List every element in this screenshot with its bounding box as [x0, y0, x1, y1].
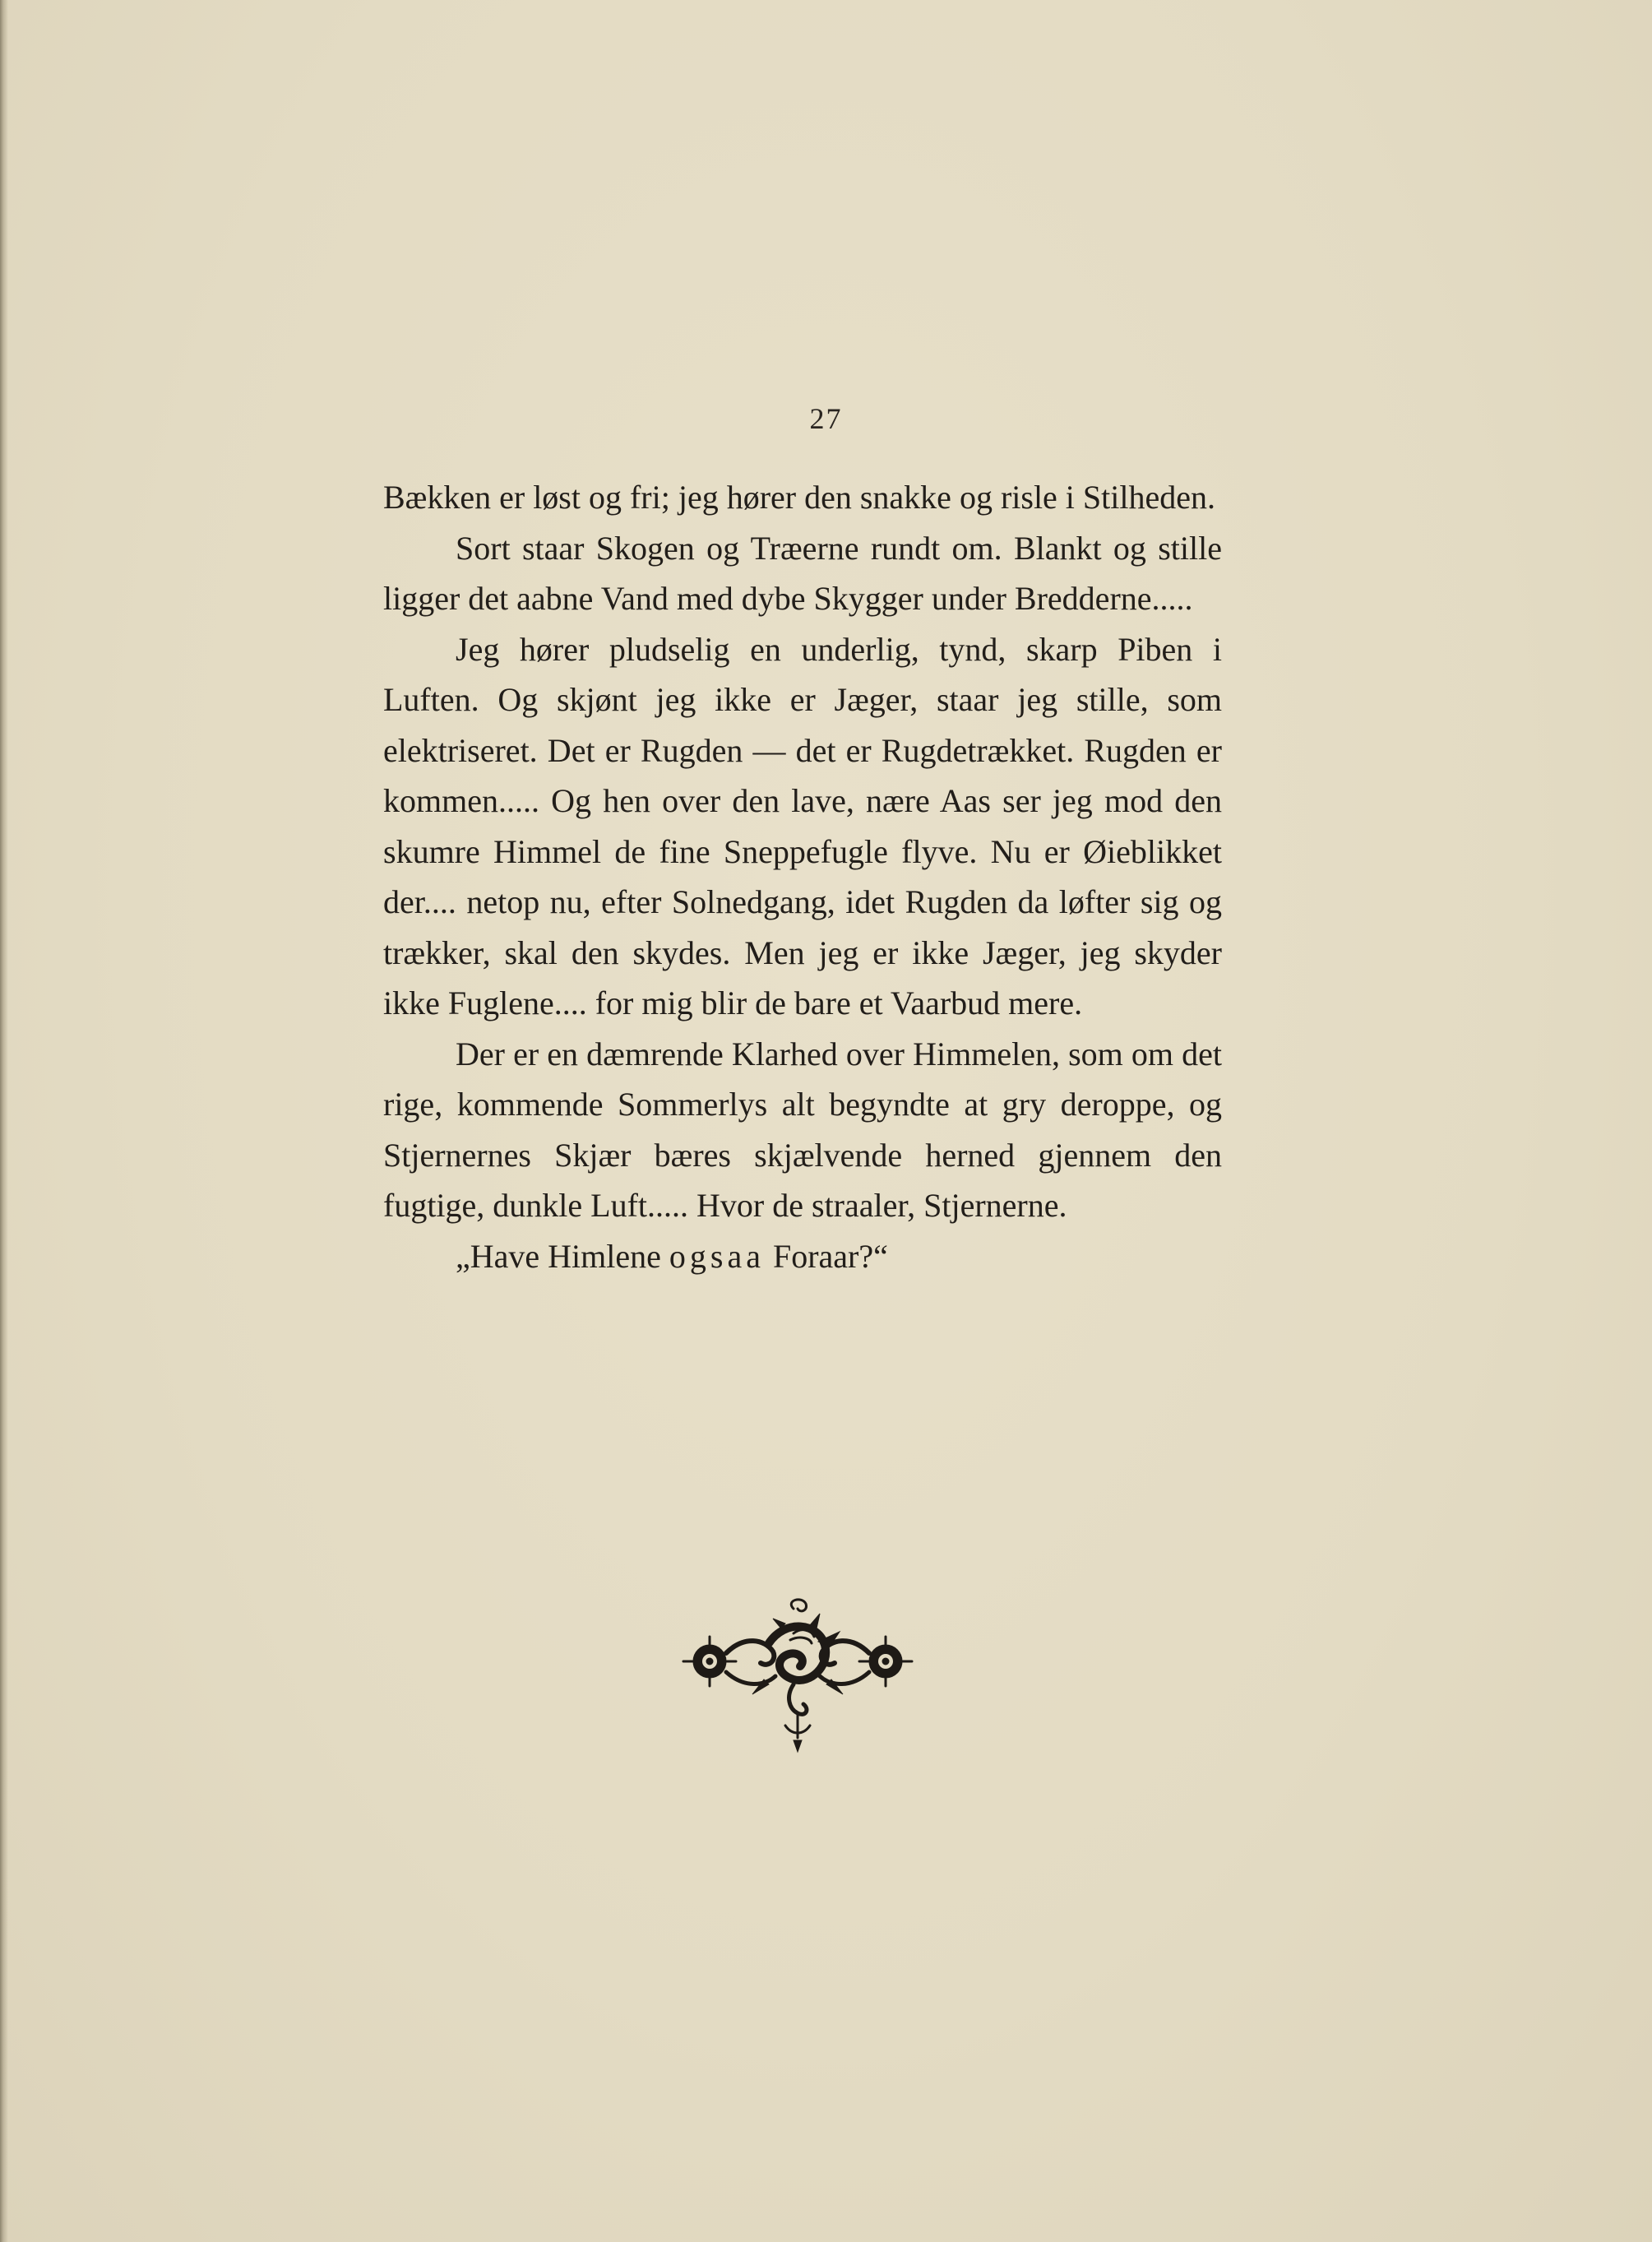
paragraph-4: Der er en dæmrende Klarhed over Himmelen, som om det rige, kommende Sommerlys alt begyndte at gry deroppe, og Stjernernes Skjær bæres skjælvende herned gjennem den fugtige, dunkle Luft..... Hvor de straaler, Stjernerne. — [383, 1035, 1222, 1224]
paragraph-3: Jeg hører pludselig en underlig, tynd, skarp Piben i Luften. Og skjønt jeg ikke er Jæger, staar jeg stille, som elektriseret. Det er Rugden — det er Rugdetrækket. Rugden er kommen..... Og hen over den lave, nære Aas ser jeg mod den skumre Himmel de fine Sneppefugle flyve. Nu er Øieblikket der.... netop nu, efter Solnedgang, idet Rugden da løfter sig og trækker, skal den skydes. Men jeg er ikke Jæger, jeg skyder ikke Fuglene.... for mig blir de bare et Vaarbud mere. — [383, 630, 1222, 1021]
paragraph-2: Sort staar Skogen og Træerne rundt om. Blankt og stille ligger det aabne Vand med dybe Skygger under Bredderne..... — [383, 529, 1222, 617]
body-text — [383, 472, 1222, 1281]
closing-quote — [383, 1231, 1222, 1282]
quote-close: Foraar?“ — [764, 1237, 888, 1275]
quote-spaced-word: ogsaa — [669, 1237, 765, 1275]
paragraph-1: Bækken er løst og fri; jeg hører den snakke og risle i Stilheden. — [383, 479, 1216, 516]
page-binding-edge — [0, 0, 8, 2242]
page-number: 27 — [809, 402, 843, 435]
quote-open: „Have Himlene — [456, 1237, 669, 1275]
floral-dragon-vignette-icon — [678, 1594, 917, 1758]
